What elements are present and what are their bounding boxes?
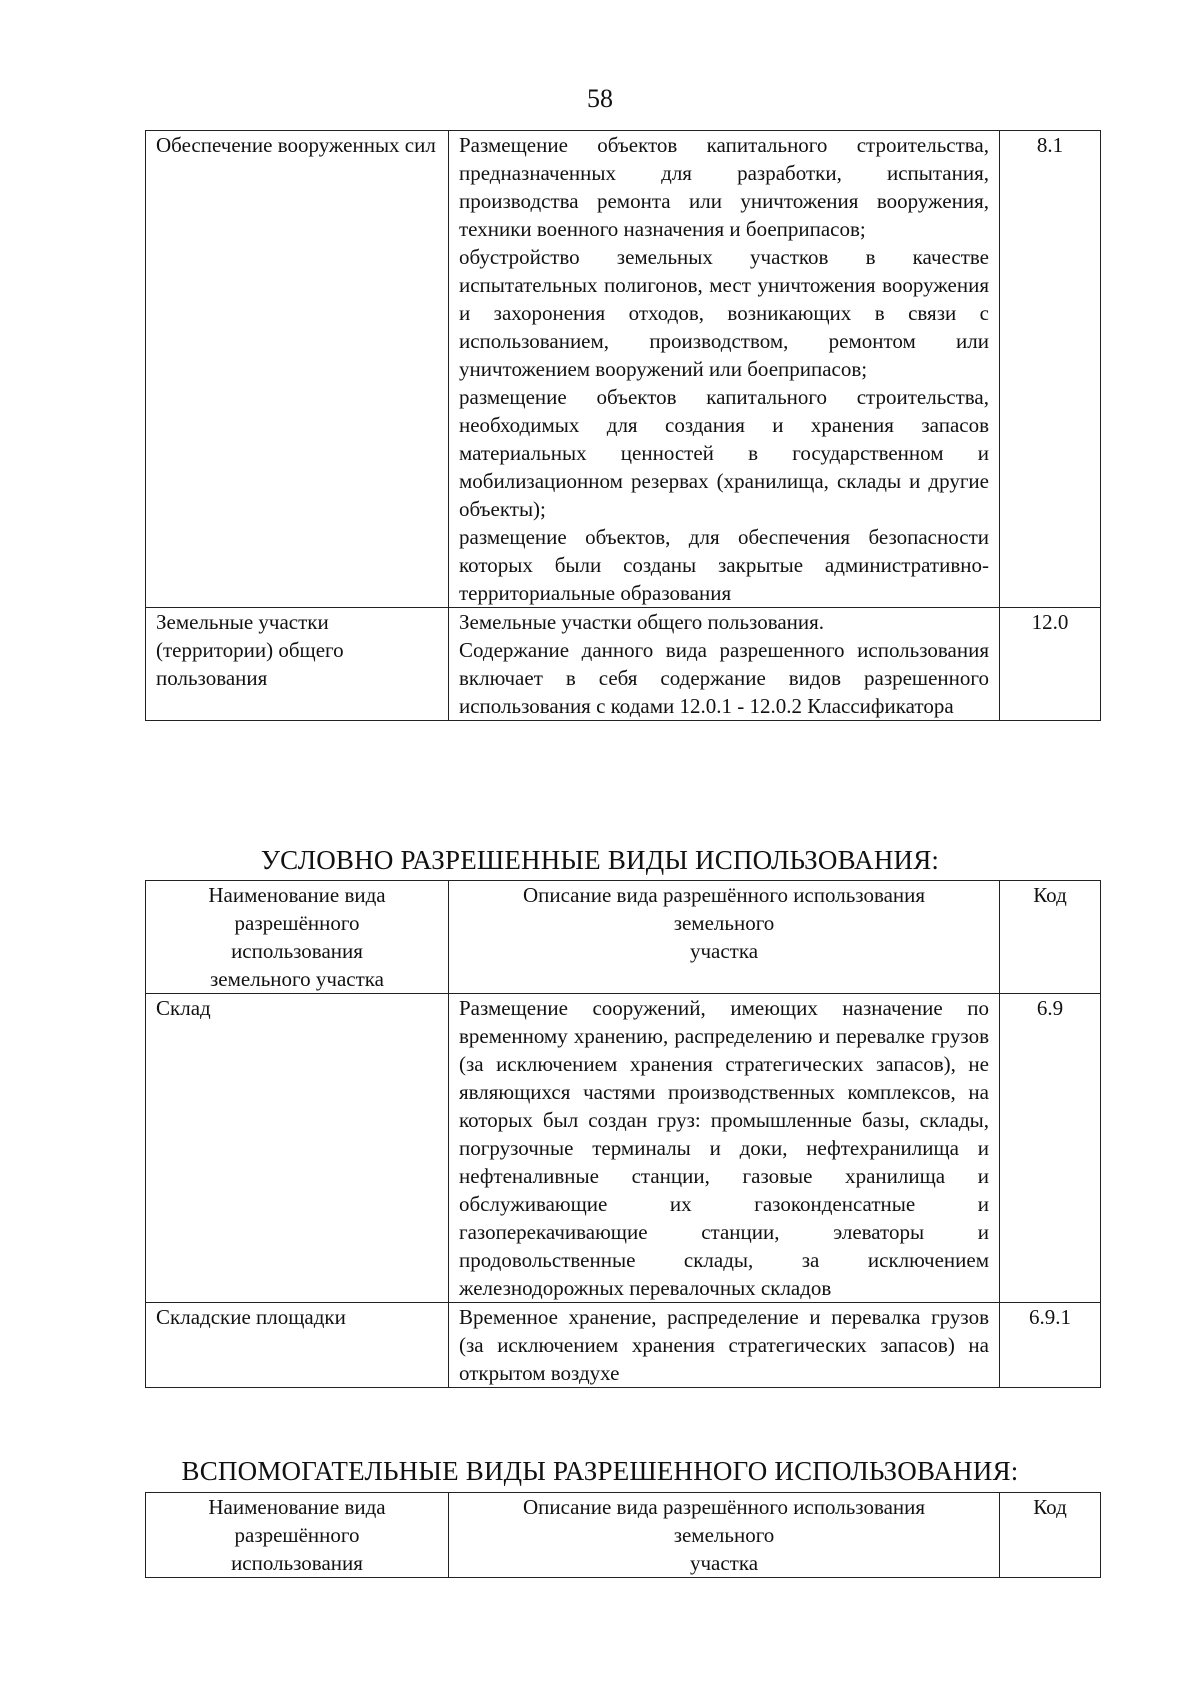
use-code-cell (1000, 1303, 1101, 1388)
use-name-cell (146, 608, 449, 721)
use-code-cell (1000, 994, 1101, 1303)
header-code: Код (1033, 883, 1067, 907)
header-name-line: Наименование вида (208, 1495, 386, 1519)
use-code: 12.0 (1031, 610, 1069, 634)
header-name-line: Наименование вида (208, 883, 386, 907)
auxiliary-use-table (145, 1492, 1101, 1578)
header-description-cell (449, 1493, 1000, 1578)
header-code: Код (1033, 1495, 1067, 1519)
description-paragraph: обустройство земельных участков в качестве испытательных полигонов, мест уничтожения вооружения и захоронения отходов, возникающих в связи с использованием, производством, ремонтом или уничтожением вооружений или боеприпасов; (459, 245, 989, 381)
description-paragraph: Размещение объектов капитального строительства, предназначенных для разработки, испытания, производства ремонта или уничтожения вооружения, техники военного назначения и боеприпасов; (459, 133, 989, 241)
header-description-cell (449, 881, 1000, 994)
use-code: 8.1 (1036, 133, 1064, 157)
header-description-line: участка (689, 1551, 759, 1575)
use-code: 6.9 (1036, 996, 1064, 1020)
permitted-use-table-continued (145, 130, 1101, 721)
table-row (146, 1303, 1101, 1388)
use-code: 6.9.1 (1029, 1305, 1071, 1329)
header-description-line: земельного (673, 911, 775, 935)
page-number: 58 (587, 84, 613, 113)
use-description-cell (449, 1303, 1000, 1388)
use-description-cell (449, 131, 1000, 608)
use-name-cell (146, 131, 449, 608)
description-paragraph: Размещение сооружений, имеющих назначение по временному хранению, распределению и перевалке грузов (за исключением хранения стратегических запасов), не являющихся частями производственных комплексов, на которых был создан груз: промышленные базы, склады, погрузочные терминалы и доки, нефтехранилища и нефтеналивные станции, газовые хранилища и обслуживающие их газоконденсатные и газоперекачивающие станции, элеваторы и продовольственные склады, за исключением железнодорожных перевалочных складов (459, 996, 989, 1300)
header-description-line: земельного (673, 1523, 775, 1547)
header-name-line: использования (231, 939, 363, 963)
use-code-cell (1000, 608, 1101, 721)
header-name-cell (146, 881, 449, 994)
header-name-line: использования (231, 1551, 363, 1575)
use-name: Склад (156, 996, 211, 1020)
header-description-line: участка (689, 939, 759, 963)
table-row (146, 994, 1101, 1303)
description-paragraph: размещение объектов, для обеспечения безопасности которых были созданы закрытые административно-территориальные образования (459, 525, 989, 605)
header-code-cell (1000, 1493, 1101, 1578)
table-header-row (146, 881, 1101, 994)
use-name-cell (146, 994, 449, 1303)
description-paragraph: размещение объектов капитального строительства, необходимых для создания и хранения запасов материальных ценностей в государственном и мобилизационном резервах (хранилища, склады и другие объекты); (459, 385, 989, 521)
header-code-cell (1000, 881, 1101, 994)
header-name-line: разрешённого (234, 1523, 360, 1547)
description-paragraph: Содержание данного вида разрешенного использования включает в себя содержание видов разрешенного использования с кодами 12.0.1 - 12.0.2 Классификатора (459, 638, 989, 718)
conditional-use-table (145, 880, 1101, 1388)
use-name-cell (146, 1303, 449, 1388)
description-paragraph: Земельные участки общего пользования. (459, 610, 825, 634)
use-name: Земельные участки (территории) общего пользования (156, 610, 344, 690)
table-row (146, 131, 1101, 608)
table-header-row (146, 1493, 1101, 1578)
table-row (146, 608, 1101, 721)
header-description-line: Описание вида разрешённого использования (522, 1495, 926, 1519)
section-title-auxiliary-uses: ВСПОМОГАТЕЛЬНЫЕ ВИДЫ РАЗРЕШЕННОГО ИСПОЛЬЗОВАНИЯ: (181, 1456, 1019, 1486)
section-title-conditional-uses: УСЛОВНО РАЗРЕШЕННЫЕ ВИДЫ ИСПОЛЬЗОВАНИЯ: (260, 845, 940, 875)
use-name: Обеспечение вооруженных сил (156, 133, 436, 157)
header-name-cell (146, 1493, 449, 1578)
use-description-cell (449, 994, 1000, 1303)
description-paragraph: Временное хранение, распределение и перевалка грузов (за исключением хранения стратегических запасов) на открытом воздухе (459, 1305, 989, 1385)
use-code-cell (1000, 131, 1101, 608)
header-description-line: Описание вида разрешённого использования (522, 883, 926, 907)
use-description-cell (449, 608, 1000, 721)
use-name: Складские площадки (156, 1305, 346, 1329)
header-name-line: разрешённого (234, 911, 360, 935)
header-name-line: земельного участка (210, 967, 384, 991)
